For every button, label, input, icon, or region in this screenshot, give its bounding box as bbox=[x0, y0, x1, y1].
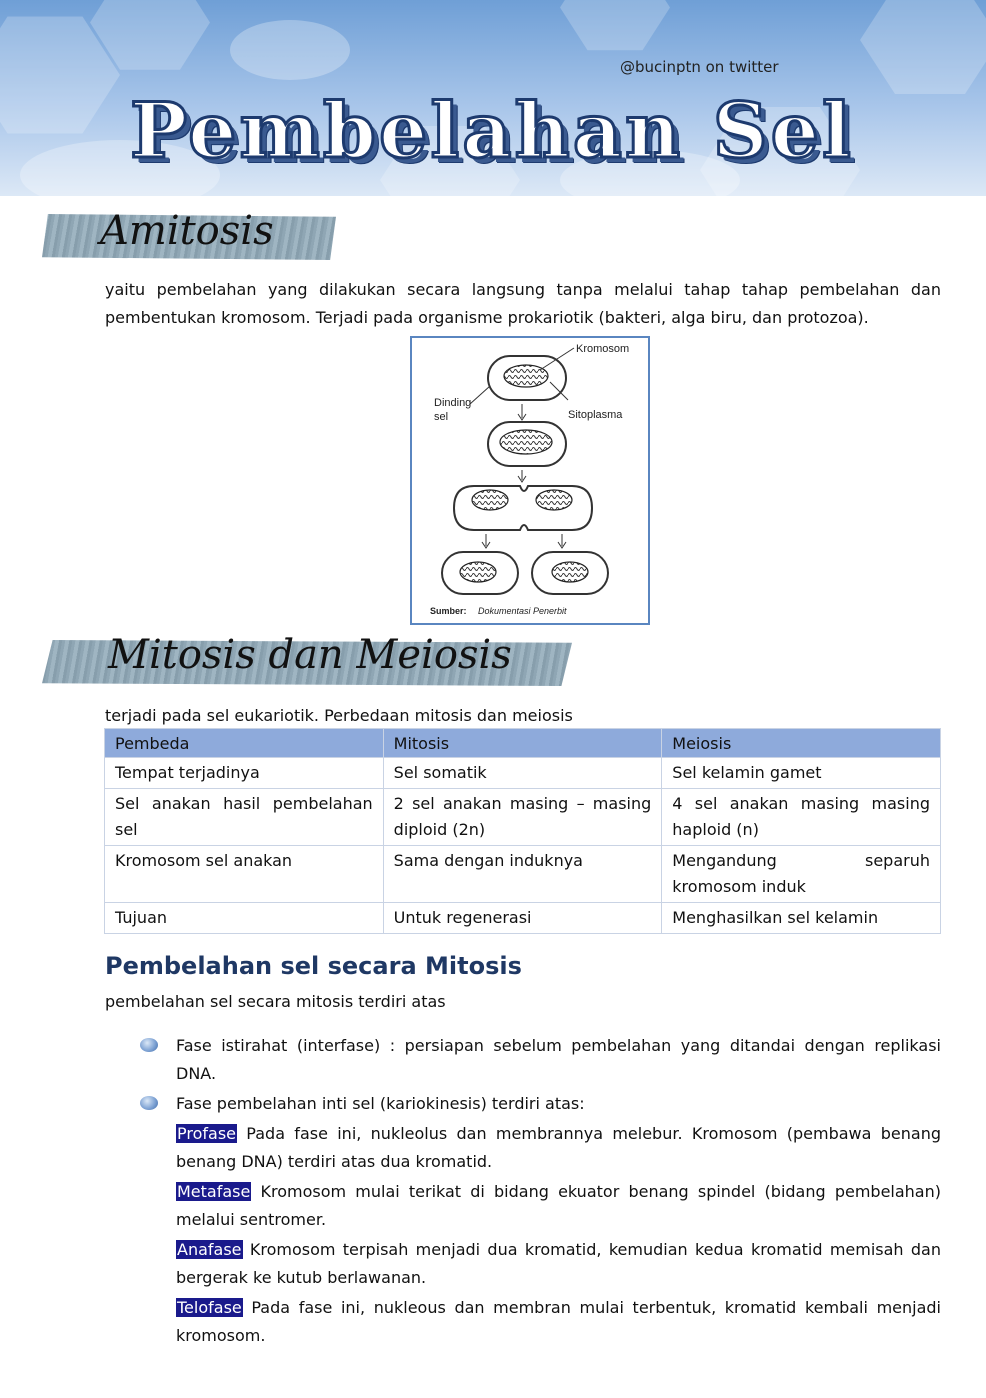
phase-description: Pada fase ini, nukleolus dan membrannya melebur. Kromosom (pembawa benang benang DNA) terdiri atas dua kromatid. bbox=[176, 1124, 941, 1171]
source-text: Dokumentasi Penerbit bbox=[478, 606, 567, 616]
bullet-kariokinesis: Fase pembelahan inti sel (kariokinesis) terdiri atas: bbox=[176, 1094, 585, 1113]
phase-name-highlight: Profase bbox=[177, 1124, 236, 1143]
phase-name-highlight: Telofase bbox=[177, 1298, 242, 1317]
table-row bbox=[105, 846, 941, 903]
chromosome-3b bbox=[536, 490, 572, 510]
source-label: Sumber: bbox=[430, 606, 467, 616]
table-cell: Sel kelamin gamet bbox=[662, 758, 941, 789]
phase-name-highlight: Metafase bbox=[177, 1182, 251, 1201]
mitosis-section-intro: pembelahan sel secara mitosis terdiri atas bbox=[105, 992, 446, 1011]
table-cell: Untuk regenerasi bbox=[383, 903, 662, 934]
page-title: Pembelahan Sel bbox=[130, 86, 854, 175]
decor-hexagon bbox=[560, 0, 670, 55]
table-row bbox=[105, 758, 941, 789]
twitter-credit: @bucinptn on twitter bbox=[620, 58, 779, 76]
table-cell: Sama dengan induknya bbox=[383, 846, 662, 903]
phase-profase bbox=[176, 1120, 941, 1176]
table-cell: Mengandung separuh kromosom induk bbox=[662, 846, 941, 903]
decor-hexagon bbox=[860, 0, 986, 100]
comparison-table bbox=[104, 728, 941, 934]
label-sitoplasma: Sitoplasma bbox=[568, 409, 623, 421]
bullet-interfase: Fase istirahat (interfase) : persiapan sebelum pembelahan yang ditandai dengan replikasi DNA. bbox=[176, 1036, 941, 1083]
amitosis-diagram-svg bbox=[412, 338, 648, 623]
mitosis-meiosis-heading: Mitosis dan Meiosis bbox=[108, 632, 512, 678]
label-sel: sel bbox=[434, 411, 449, 423]
table-cell: Tujuan bbox=[105, 903, 384, 934]
chromosome-1 bbox=[504, 365, 548, 387]
chromosome-3a bbox=[472, 490, 508, 510]
label-kromosom: Kromosom bbox=[576, 343, 630, 355]
table-header: Mitosis bbox=[383, 729, 662, 758]
chromosome-2 bbox=[500, 430, 552, 454]
phase-description: Kromosom terpisah menjadi dua kromatid, kemudian kedua kromatid memisah dan bergerak ke kutub berlawanan. bbox=[176, 1240, 941, 1287]
table-header: Meiosis bbox=[662, 729, 941, 758]
table-cell: Menghasilkan sel kelamin bbox=[662, 903, 941, 934]
phase-description: Kromosom mulai terikat di bidang ekuator benang spindel (bidang pembelahan) melalui sentromer. bbox=[176, 1182, 941, 1229]
mitosis-meiosis-intro: terjadi pada sel eukariotik. Perbedaan mitosis dan meiosis bbox=[105, 706, 573, 725]
table-cell: 4 sel anakan masing masing haploid (n) bbox=[662, 789, 941, 846]
table-cell: Kromosom sel anakan bbox=[105, 846, 384, 903]
phase-description: Pada fase ini, nukleous dan membran mulai terbentuk, kromatid kembali menjadi kromosom. bbox=[176, 1298, 941, 1345]
mitosis-section-heading: Pembelahan sel secara Mitosis bbox=[105, 952, 522, 980]
table-header-row bbox=[105, 729, 941, 758]
cell-3-dividing bbox=[454, 486, 592, 530]
amitosis-description: yaitu pembelahan yang dilakukan secara langsung tanpa melalui tahap tahap pembelahan dan pembentukan kromosom. Terjadi pada organisme prokariotik (bakteri, alga biru, dan protozoa). bbox=[105, 280, 941, 327]
amitosis-diagram bbox=[410, 336, 650, 625]
phase-metafase bbox=[176, 1178, 941, 1234]
bullet-icon bbox=[140, 1038, 158, 1052]
header-banner bbox=[0, 0, 986, 196]
chromosome-4b bbox=[552, 562, 588, 582]
label-dinding: Dinding bbox=[434, 397, 472, 409]
table-cell: 2 sel anakan masing – masing diploid (2n) bbox=[383, 789, 662, 846]
table-row bbox=[105, 789, 941, 846]
phase-anafase bbox=[176, 1236, 941, 1292]
table-header: Pembeda bbox=[105, 729, 384, 758]
table-cell: Sel somatik bbox=[383, 758, 662, 789]
decor-blob bbox=[230, 20, 350, 80]
chromosome-4a bbox=[460, 562, 496, 582]
pointer-line bbox=[470, 386, 490, 404]
phase-name-highlight: Anafase bbox=[177, 1240, 242, 1259]
table-cell: Sel anakan hasil pembelahan sel bbox=[105, 789, 384, 846]
phase-telofase bbox=[176, 1294, 941, 1350]
amitosis-heading: Amitosis bbox=[100, 208, 274, 254]
bullet-icon bbox=[140, 1096, 158, 1110]
table-cell: Tempat terjadinya bbox=[105, 758, 384, 789]
table-row bbox=[105, 903, 941, 934]
